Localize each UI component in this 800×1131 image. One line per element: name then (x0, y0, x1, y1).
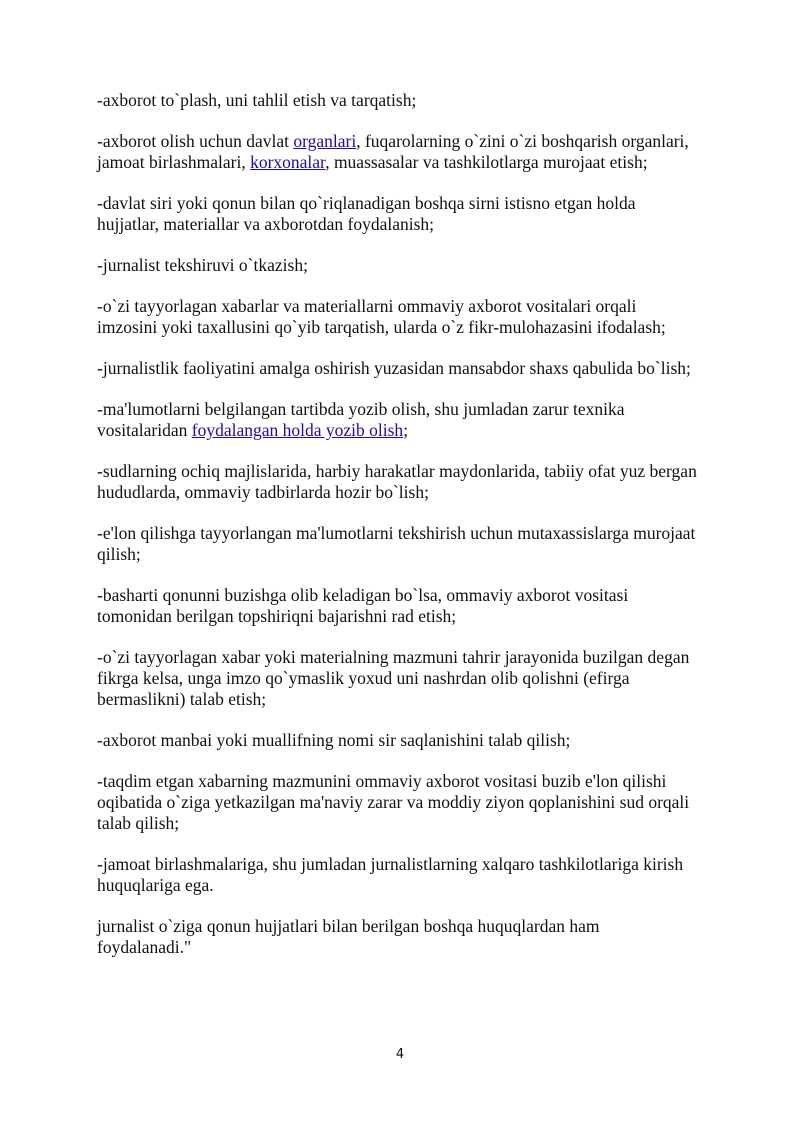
paragraph-text: -sudlarning ochiq majlislarida, harbiy harakatlar maydonlarida, tabiiy ofat yuz bergan hududlarda, ommaviy tadbirlarda hozir bo`lish; (97, 461, 697, 502)
paragraph (97, 771, 697, 834)
paragraph-text: -o`zi tayyorlagan xabar yoki materialning mazmuni tahrir jarayonida buzilgan degan fikrga kelsa, unga imzo qo`ymaslik yoxud uni nashrdan olib qolishni (efirga bermaslikni) talab etish; (97, 647, 690, 709)
paragraph-text: -e'lon qilishga tayyorlangan ma'lumotlarni tekshirish uchun mutaxassislarga murojaat qilish; (97, 523, 696, 564)
paragraph (97, 461, 697, 503)
paragraph-text: -davlat siri yoki qonun bilan qo`riqlanadigan boshqa sirni istisno etgan holda hujjatlar, materiallar va axborotdan foydalanish; (97, 193, 636, 234)
paragraph-text: , fuqarolarning o`zini o`zi boshqarish organlari, jamoat birlashmalari, (97, 131, 689, 172)
paragraph-text: , muassasalar va tashkilotlarga murojaat etish; (325, 152, 648, 172)
paragraph-text: -jamoat birlashmalariga, shu jumladan jurnalistlarning xalqaro tashkilotlariga kirish huquqlariga ega. (97, 854, 684, 895)
page-number: 4 (395, 1047, 405, 1062)
paragraph-text: ; (403, 420, 409, 440)
paragraph (97, 730, 697, 751)
paragraph-text: -jurnalist tekshiruvi o`tkazish; (97, 255, 308, 275)
paragraph (97, 523, 697, 565)
paragraph (97, 399, 697, 441)
korxonalar-link[interactable]: korxonalar (250, 152, 326, 172)
paragraph (97, 193, 697, 235)
paragraph (97, 296, 697, 338)
paragraph (97, 916, 697, 958)
paragraph (97, 854, 697, 896)
document-body (97, 90, 697, 978)
paragraph (97, 647, 697, 710)
organlari-link[interactable]: organlari (293, 131, 357, 151)
paragraph (97, 90, 697, 111)
paragraph (97, 585, 697, 627)
paragraph-text: -jurnalistlik faoliyatini amalga oshirish yuzasidan mansabdor shaxs qabulida bo`lish; (97, 358, 691, 378)
yozib-olish-link[interactable]: foydalangan holda yozib olish (191, 420, 404, 440)
paragraph-text: jurnalist o`ziga qonun hujjatlari bilan berilgan boshqa huquqlardan ham foydalanadi." (97, 916, 600, 957)
paragraph-text: -axborot olish uchun davlat (97, 131, 294, 151)
paragraph (97, 131, 697, 173)
paragraph-text: -taqdim etgan xabarning mazmunini ommaviy axborot vositasi buzib e'lon qilishi oqibatida o`ziga yetkazilgan ma'naviy zarar va moddiy ziyon qoplanishini sud orqali talab qilish; (97, 771, 690, 833)
paragraph-text: -basharti qonunni buzishga olib keladigan bo`lsa, ommaviy axborot vositasi tomonidan berilgan topshiriqni bajarishni rad etish; (97, 585, 629, 626)
paragraph (97, 255, 697, 276)
paragraph-text: -axborot to`plash, uni tahlil etish va tarqatish; (97, 90, 417, 110)
paragraph-text: -o`zi tayyorlagan xabarlar va materiallarni ommaviy axborot vositalari orqali imzosini yoki taxallusini qo`yib tarqatish, ularda o`z fikr-mulohazasini ifodalash; (97, 296, 666, 337)
paragraph (97, 358, 697, 379)
paragraph-text: -ma'lumotlarni belgilangan tartibda yozib olish, shu jumladan zarur texnika vositalaridan (97, 399, 625, 440)
paragraph-text: -axborot manbai yoki muallifning nomi sir saqlanishini talab qilish; (97, 730, 571, 750)
